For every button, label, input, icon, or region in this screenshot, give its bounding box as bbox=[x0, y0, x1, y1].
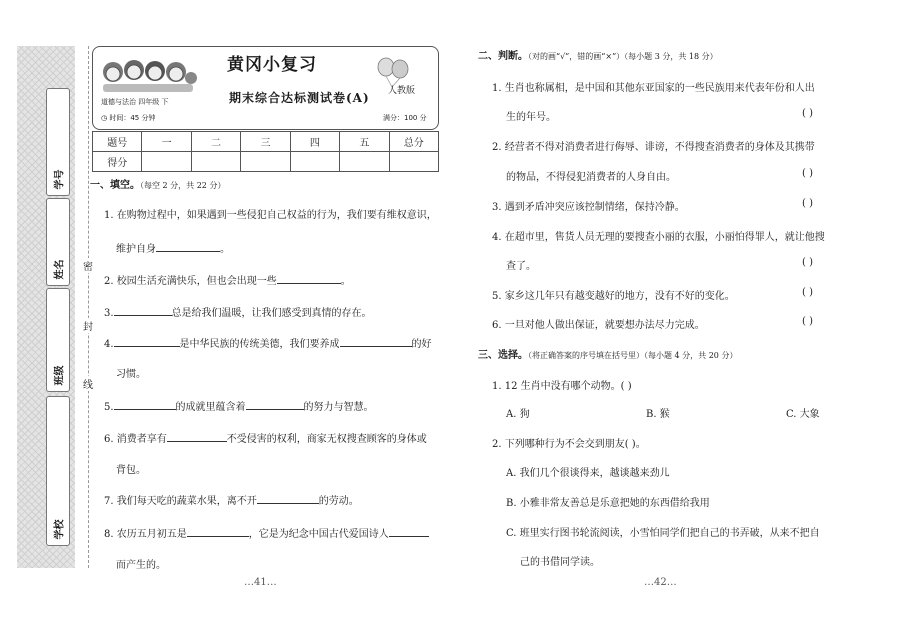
answer-paren[interactable]: ( ) bbox=[802, 198, 813, 209]
brand-logo: 黄冈小复习 bbox=[227, 55, 317, 75]
school-box bbox=[46, 396, 70, 546]
time-text: 时间：45 分钟 bbox=[109, 114, 156, 122]
judge-q2-line1: 2. 经营者不得对消费者进行侮辱、诽谤，不得搜查消费者的身体及其携带 bbox=[492, 142, 815, 153]
class-box bbox=[46, 288, 70, 392]
choice-q1-option-c[interactable]: C. 大象 bbox=[786, 409, 820, 420]
fill-blank[interactable] bbox=[340, 336, 412, 347]
judge-q1-line1: 1. 生肖也称属相，是中国和其他东亚国家的一些民族用来代表年份和人出 bbox=[492, 83, 815, 94]
fill-q8-line1: 8. 农历五月初五是 ，它是为纪念中国古代爱国诗人 bbox=[104, 525, 429, 540]
score-cell[interactable] bbox=[191, 152, 240, 172]
fill-blank[interactable] bbox=[187, 526, 249, 537]
page-number-left: …41… bbox=[244, 577, 277, 588]
choice-q1-option-a[interactable]: A. 狗 bbox=[506, 409, 530, 420]
score-cell-total[interactable] bbox=[389, 152, 438, 172]
seal-char-xian: 线 bbox=[80, 376, 96, 391]
choice-q1: 1. 12 生肖中没有哪个动物。( ) bbox=[492, 381, 632, 392]
fill-q8-line2: 而产生的。 bbox=[116, 560, 166, 571]
fill-q5: 5. 的成就里蕴含着 的努力与智慧。 bbox=[104, 398, 374, 413]
score-cell[interactable] bbox=[290, 152, 339, 172]
fill-blank[interactable] bbox=[114, 305, 172, 316]
seal-char-mi: 密 bbox=[80, 258, 96, 273]
edition-label: 人教版 bbox=[388, 86, 416, 96]
fill-q4-line1: 4. 是中华民族的传统美德，我们要养成 的好 bbox=[104, 335, 432, 350]
fill-blank[interactable] bbox=[246, 399, 304, 410]
clock-icon: ◷ bbox=[101, 114, 108, 122]
score-col: 一 bbox=[142, 132, 191, 152]
total-score: 满分：100 分 bbox=[383, 114, 427, 122]
fill-q1-line2: 维护自身 。 bbox=[116, 240, 230, 255]
score-col-total: 总分 bbox=[389, 132, 438, 152]
student-id-label: 学号 bbox=[54, 169, 66, 190]
section1-heading bbox=[90, 176, 225, 191]
choice-q2-option-c-cont: 己的书借同学读。 bbox=[520, 557, 600, 568]
page-number-right: …42… bbox=[644, 577, 677, 588]
section3-title: 三、选择。 bbox=[478, 350, 528, 361]
fill-q6-line1: 6. 消费者享有 不受侵害的权利，商家无权搜查顾客的身体或 bbox=[104, 430, 427, 445]
answer-paren[interactable]: ( ) bbox=[802, 287, 813, 298]
school-label: 学校 bbox=[54, 519, 66, 540]
section3-note: （将正确答案的序号填在括号里）（每小题 4 分，共 20 分） bbox=[528, 351, 738, 360]
fill-blank[interactable] bbox=[389, 526, 429, 537]
fill-q1-line1: 1. 在购物过程中，如果遇到一些侵犯自己权益的行为，我们要有维权意识， bbox=[104, 210, 437, 221]
exam-header bbox=[92, 46, 439, 130]
answer-paren[interactable]: ( ) bbox=[802, 316, 813, 327]
section1-title: 一、填空。 bbox=[90, 180, 140, 191]
choice-q2-option-b[interactable]: B. 小雅非常友善总是乐意把她的东西借给我用 bbox=[506, 498, 710, 509]
judge-q6: 6. 一旦对他人做出保证，就要想办法尽力完成。 bbox=[492, 320, 705, 331]
score-cell[interactable] bbox=[241, 152, 290, 172]
fill-blank[interactable] bbox=[114, 336, 180, 347]
choice-q1-option-b[interactable]: B. 猴 bbox=[646, 409, 670, 420]
section2-heading bbox=[478, 47, 718, 62]
answer-paren[interactable]: ( ) bbox=[802, 168, 813, 179]
judge-q1-line2: 生的年号。 bbox=[506, 112, 556, 123]
score-col: 二 bbox=[191, 132, 240, 152]
answer-paren[interactable]: ( ) bbox=[802, 108, 813, 119]
student-id-box bbox=[46, 88, 70, 196]
score-col: 四 bbox=[290, 132, 339, 152]
fill-q2: 2. 校园生活充满快乐，但也会出现一些 。 bbox=[104, 272, 351, 287]
fill-blank[interactable] bbox=[114, 399, 176, 410]
section2-title: 二、判断。 bbox=[478, 51, 528, 62]
student-name-label: 姓名 bbox=[54, 259, 66, 280]
exam-title: 期末综合达标测试卷(A) bbox=[229, 91, 370, 105]
class-label: 班级 bbox=[54, 365, 66, 386]
exam-time bbox=[101, 113, 155, 123]
choice-q2-option-a[interactable]: A. 我们几个很谈得来，越谈越来劲儿 bbox=[506, 468, 670, 479]
judge-q4-line1: 4. 在超市里，售货人员无理的要搜查小丽的衣服，小丽怕得罪人，就让他搜 bbox=[492, 232, 825, 243]
score-table bbox=[92, 131, 439, 172]
fill-blank[interactable] bbox=[156, 241, 220, 252]
section3-heading bbox=[478, 346, 737, 361]
choice-q2: 2. 下列哪种行为不会交到朋友( )。 bbox=[492, 439, 646, 450]
judge-q3: 3. 遇到矛盾冲突应该控制情绪，保持冷静。 bbox=[492, 202, 685, 213]
score-table-header-label: 题号 bbox=[93, 132, 142, 152]
fill-q4-line2: 习惯。 bbox=[116, 369, 146, 380]
choice-q2-option-c[interactable]: C. 班里实行图书轮流阅读，小雪怕同学们把自己的书弄破，从来不把自 bbox=[506, 528, 820, 539]
score-col: 五 bbox=[340, 132, 389, 152]
fill-q7: 7. 我们每天吃的蔬菜水果，离不开 的劳动。 bbox=[104, 492, 359, 507]
section1-note: （每空 2 分，共 22 分） bbox=[140, 181, 226, 190]
answer-paren[interactable]: ( ) bbox=[802, 257, 813, 268]
seal-line bbox=[88, 46, 89, 568]
children-illustration bbox=[101, 54, 197, 94]
score-cell[interactable] bbox=[142, 152, 191, 172]
section2-note: （对的画“√”，错的画“×”）（每小题 3 分，共 18 分） bbox=[528, 52, 718, 61]
fill-blank[interactable] bbox=[167, 431, 227, 442]
fill-q6-line2: 背包。 bbox=[116, 465, 146, 476]
fill-blank[interactable] bbox=[277, 273, 341, 284]
judge-q4-line2: 查了。 bbox=[506, 261, 536, 272]
fill-blank[interactable] bbox=[257, 493, 319, 504]
score-cell[interactable] bbox=[340, 152, 389, 172]
seal-char-feng: 封 bbox=[80, 318, 96, 333]
subject-grade: 道德与法治 四年级 下 bbox=[101, 98, 169, 106]
score-row-label: 得分 bbox=[93, 152, 142, 172]
judge-q2-line2: 的物品，不得侵犯消费者的人身自由。 bbox=[506, 172, 676, 183]
fill-q3: 3. 总是给我们温暖，让我们感受到真情的存在。 bbox=[104, 304, 372, 319]
judge-q5: 5. 家乡这几年只有越变越好的地方，没有不好的变化。 bbox=[492, 291, 735, 302]
student-name-box bbox=[46, 198, 70, 286]
score-col: 三 bbox=[241, 132, 290, 152]
